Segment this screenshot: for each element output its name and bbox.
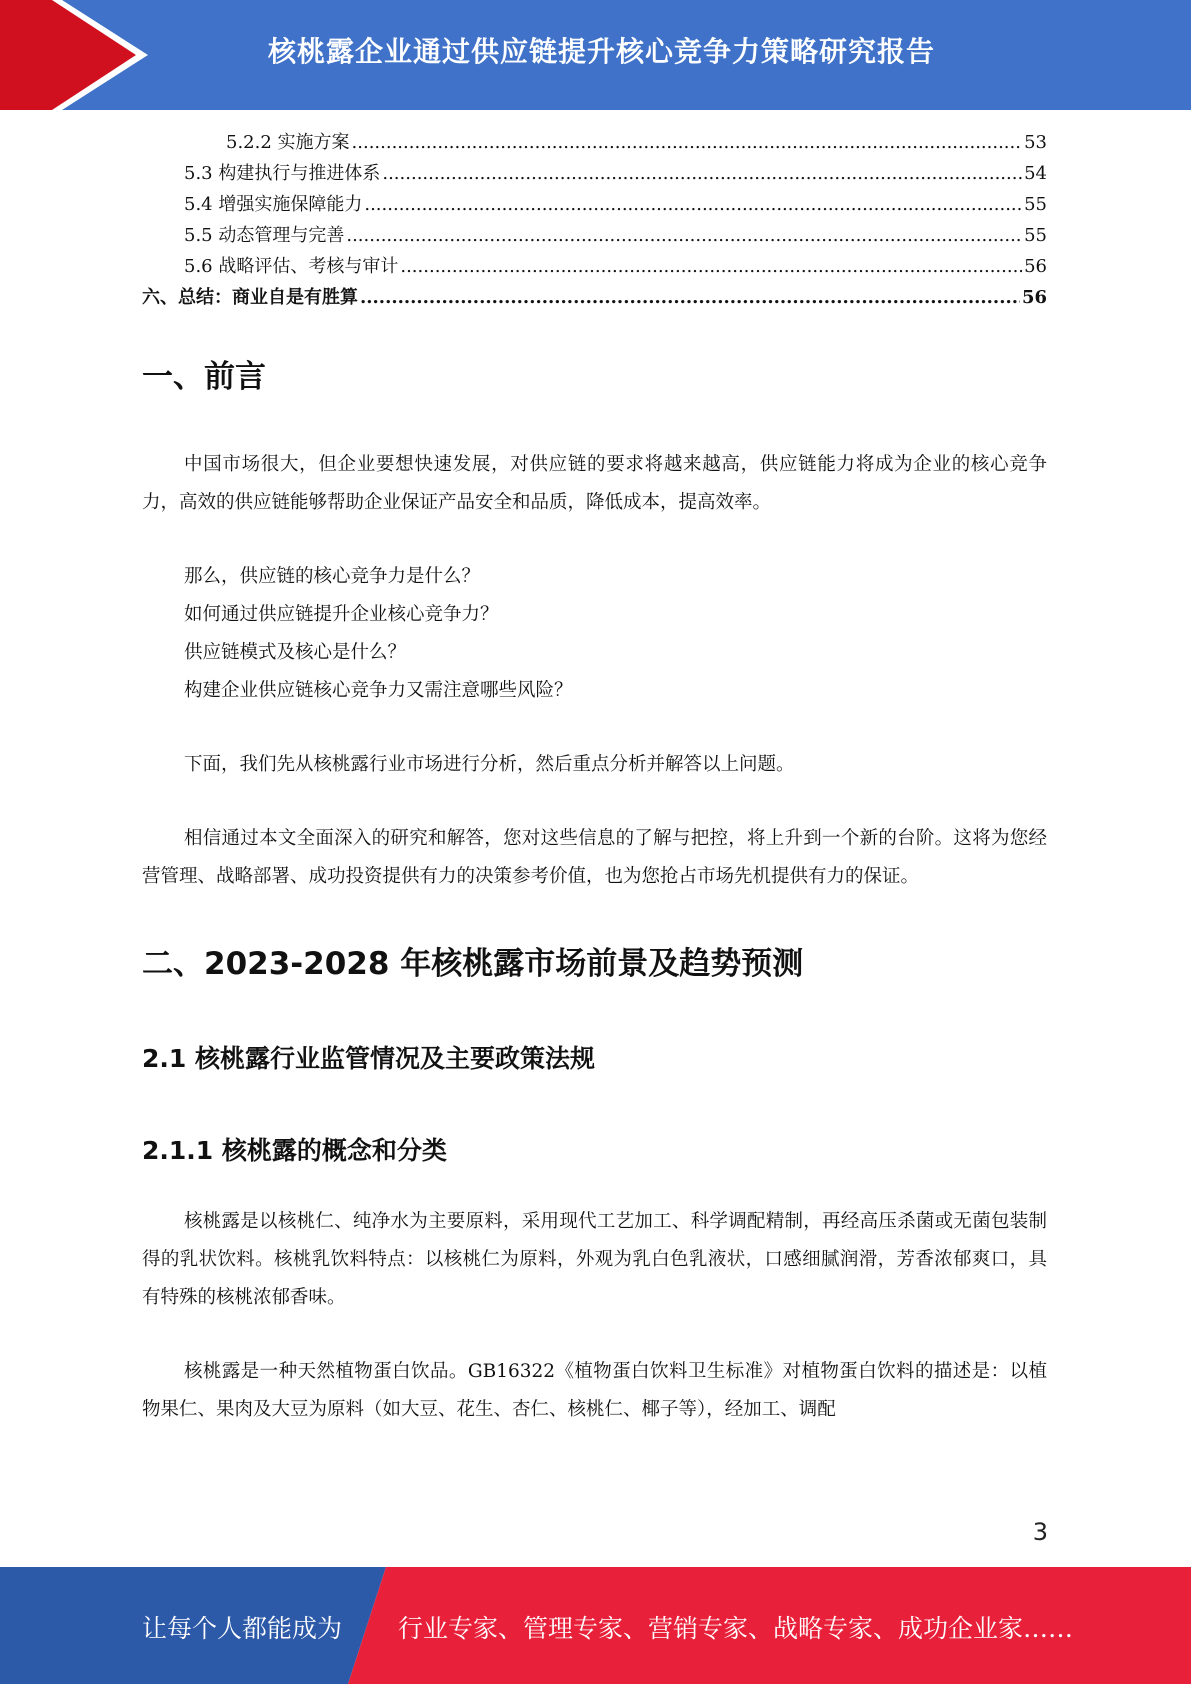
- report-title: 核桃露企业通过供应链提升核心竞争力策略研究报告: [268, 35, 936, 68]
- toc-item[interactable]: [142, 283, 1047, 314]
- toc-leader-dots: [400, 256, 1022, 277]
- page-content: [142, 128, 1047, 1429]
- toc-item-label: 六、总结：商业自是有胜算: [142, 287, 358, 308]
- toc-item-page: 54: [1024, 163, 1047, 184]
- question-item: 供应链模式及核心是什么？: [184, 642, 407, 663]
- toc-item[interactable]: [142, 190, 1047, 221]
- toc-leader-dots: [346, 225, 1022, 246]
- toc-item[interactable]: [142, 221, 1047, 252]
- toc-item-page: 55: [1024, 225, 1047, 246]
- toc-item[interactable]: [142, 252, 1047, 283]
- toc-leader-dots: [360, 287, 1020, 308]
- toc-item[interactable]: [142, 128, 1047, 159]
- toc-leader-dots: [352, 132, 1023, 153]
- toc-item-page: 55: [1024, 194, 1047, 215]
- toc-item-page: 56: [1024, 256, 1047, 277]
- toc-item[interactable]: [142, 159, 1047, 190]
- toc-leader-dots: [364, 194, 1022, 215]
- paragraph: 核桃露是一种天然植物蛋白饮品。GB16322《植物蛋白饮料卫生标准》对植物蛋白饮料的描述是：以植物果仁、果肉及大豆为原料（如大豆、花生、杏仁、核桃仁、椰子等），经加工、调配: [142, 1361, 1047, 1420]
- toc-item-page: 56: [1021, 287, 1047, 308]
- question-item: 如何通过供应链提升企业核心竞争力？: [184, 604, 499, 625]
- toc-item-label: 5.2.2 实施方案: [226, 132, 350, 153]
- question-item: 那么，供应链的核心竞争力是什么？: [184, 566, 481, 587]
- page-number: 3: [1032, 1518, 1048, 1546]
- subsection-heading: 2.1.1 核桃露的概念和分类: [142, 1136, 447, 1165]
- header-banner: [0, 0, 1191, 110]
- toc-item-page: 53: [1024, 132, 1047, 153]
- subsection-heading: 2.1 核桃露行业监管情况及主要政策法规: [142, 1044, 595, 1073]
- toc-leader-dots: [382, 163, 1022, 184]
- paragraph: 核桃露是以核桃仁、纯净水为主要原料，采用现代工艺加工、科学调配精制，再经高压杀菌或无菌包装制得的乳状饮料。核桃乳饮料特点：以核桃仁为原料，外观为乳白色乳液状，口感细腻润滑，芳香浓郁爽口，具有特殊的核桃浓郁香味。: [142, 1211, 1047, 1308]
- section-heading: 一、前言: [142, 359, 266, 395]
- paragraph: 相信通过本文全面深入的研究和解答，您对这些信息的了解与把控，将上升到一个新的台阶。这将为您经营管理、战略部署、成功投资提供有力的决策参考价值，也为您抢占市场先机提供有力的保证。: [142, 828, 1047, 887]
- paragraph: 下面，我们先从核桃露行业市场进行分析，然后重点分析并解答以上问题。: [184, 754, 795, 775]
- question-item: 构建企业供应链核心竞争力又需注意哪些风险？: [184, 680, 573, 701]
- footer-slogan-right: 行业专家、管理专家、营销专家、战略专家、成功企业家……: [398, 1614, 1074, 1643]
- footer-slogan-left: 让每个人都能成为: [142, 1614, 343, 1643]
- toc-item-label: 5.6 战略评估、考核与审计: [184, 256, 399, 277]
- toc-item-label: 5.5 动态管理与完善: [184, 225, 345, 246]
- question-list: [142, 558, 1047, 710]
- toc-item-label: 5.3 构建执行与推进体系: [184, 163, 381, 184]
- footer-banner: [0, 1567, 1191, 1684]
- section-heading: 二、2023-2028 年核桃露市场前景及趋势预测: [142, 946, 804, 982]
- paragraph: 中国市场很大，但企业要想快速发展，对供应链的要求将越来越高，供应链能力将成为企业的核心竞争力，高效的供应链能够帮助企业保证产品安全和品质，降低成本，提高效率。: [142, 454, 1047, 513]
- toc-item-label: 5.4 增强实施保障能力: [184, 194, 363, 215]
- table-of-contents: [142, 128, 1047, 314]
